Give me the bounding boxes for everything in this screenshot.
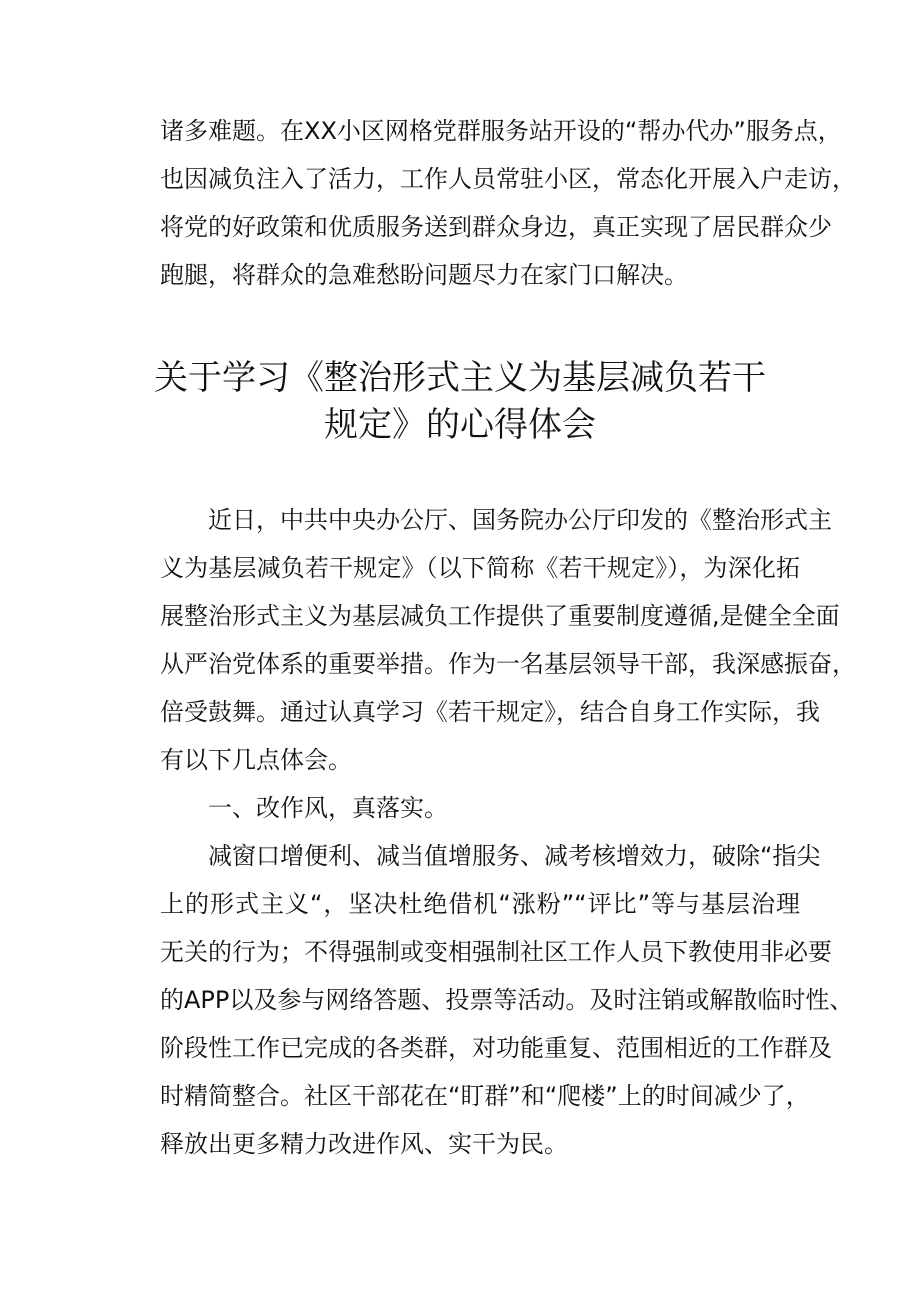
- text-line: 上的形式主义“，坚决杜绝借机“涨粉”“评比”等与基层治理: [160, 890, 800, 918]
- text-line: 跑腿，将群众的急难愁盼问题尽力在家门口解决。: [160, 261, 688, 289]
- text-line: 义为基层减负若干规定》（以下简称《若干规定》），为深化拓: [160, 554, 800, 582]
- section-heading: 一、改作风，真落实。: [208, 794, 448, 822]
- text-line: 释放出更多精力改进作风、实干为民。: [160, 1130, 568, 1158]
- text-line: 有以下几点体会。: [160, 746, 352, 774]
- text-line: 也因减负注入了活力，工作人员常驻小区，常态化开展入户走访，: [160, 165, 856, 193]
- text-line: 阶段性工作已完成的各类群，对功能重复、范围相近的工作群及: [160, 1034, 832, 1062]
- text-line: 倍受鼓舞。通过认真学习《若干规定》，结合自身工作实际，我: [160, 698, 820, 726]
- text-line: 将党的好政策和优质服务送到群众身边，真正实现了居民群众少: [160, 213, 832, 241]
- title-line: 规定》的心得体会: [324, 405, 596, 445]
- title-line: 关于学习《整治形式主义为基层减负若干: [154, 358, 766, 398]
- text-line: 减窗口增便利、减当值增服务、减考核增效力，破除“指尖: [208, 842, 821, 870]
- text-line: 的APP以及参与网络答题、投票等活动。及时注销或解散临时性、: [160, 986, 854, 1014]
- text-line: 近日，中共中央办公厅、国务院办公厅印发的《整治形式主: [208, 506, 832, 534]
- text-line: 诸多难题。在XX小区网格党群服务站开设的“帮办代办”服务点，: [160, 117, 842, 145]
- text-line: 从严治党体系的重要举措。作为一名基层领导干部，我深感振奋，: [160, 650, 856, 678]
- text-line: 时精简整合。社区干部花在“盯群”和“爬楼”上的时间减少了，: [160, 1082, 810, 1110]
- text-line: 无关的行为；不得强制或变相强制社区工作人员下教使用非必要: [160, 938, 832, 966]
- text-line: 展整治形式主义为基层减负工作提供了重要制度遵循,是健全全面: [160, 602, 840, 630]
